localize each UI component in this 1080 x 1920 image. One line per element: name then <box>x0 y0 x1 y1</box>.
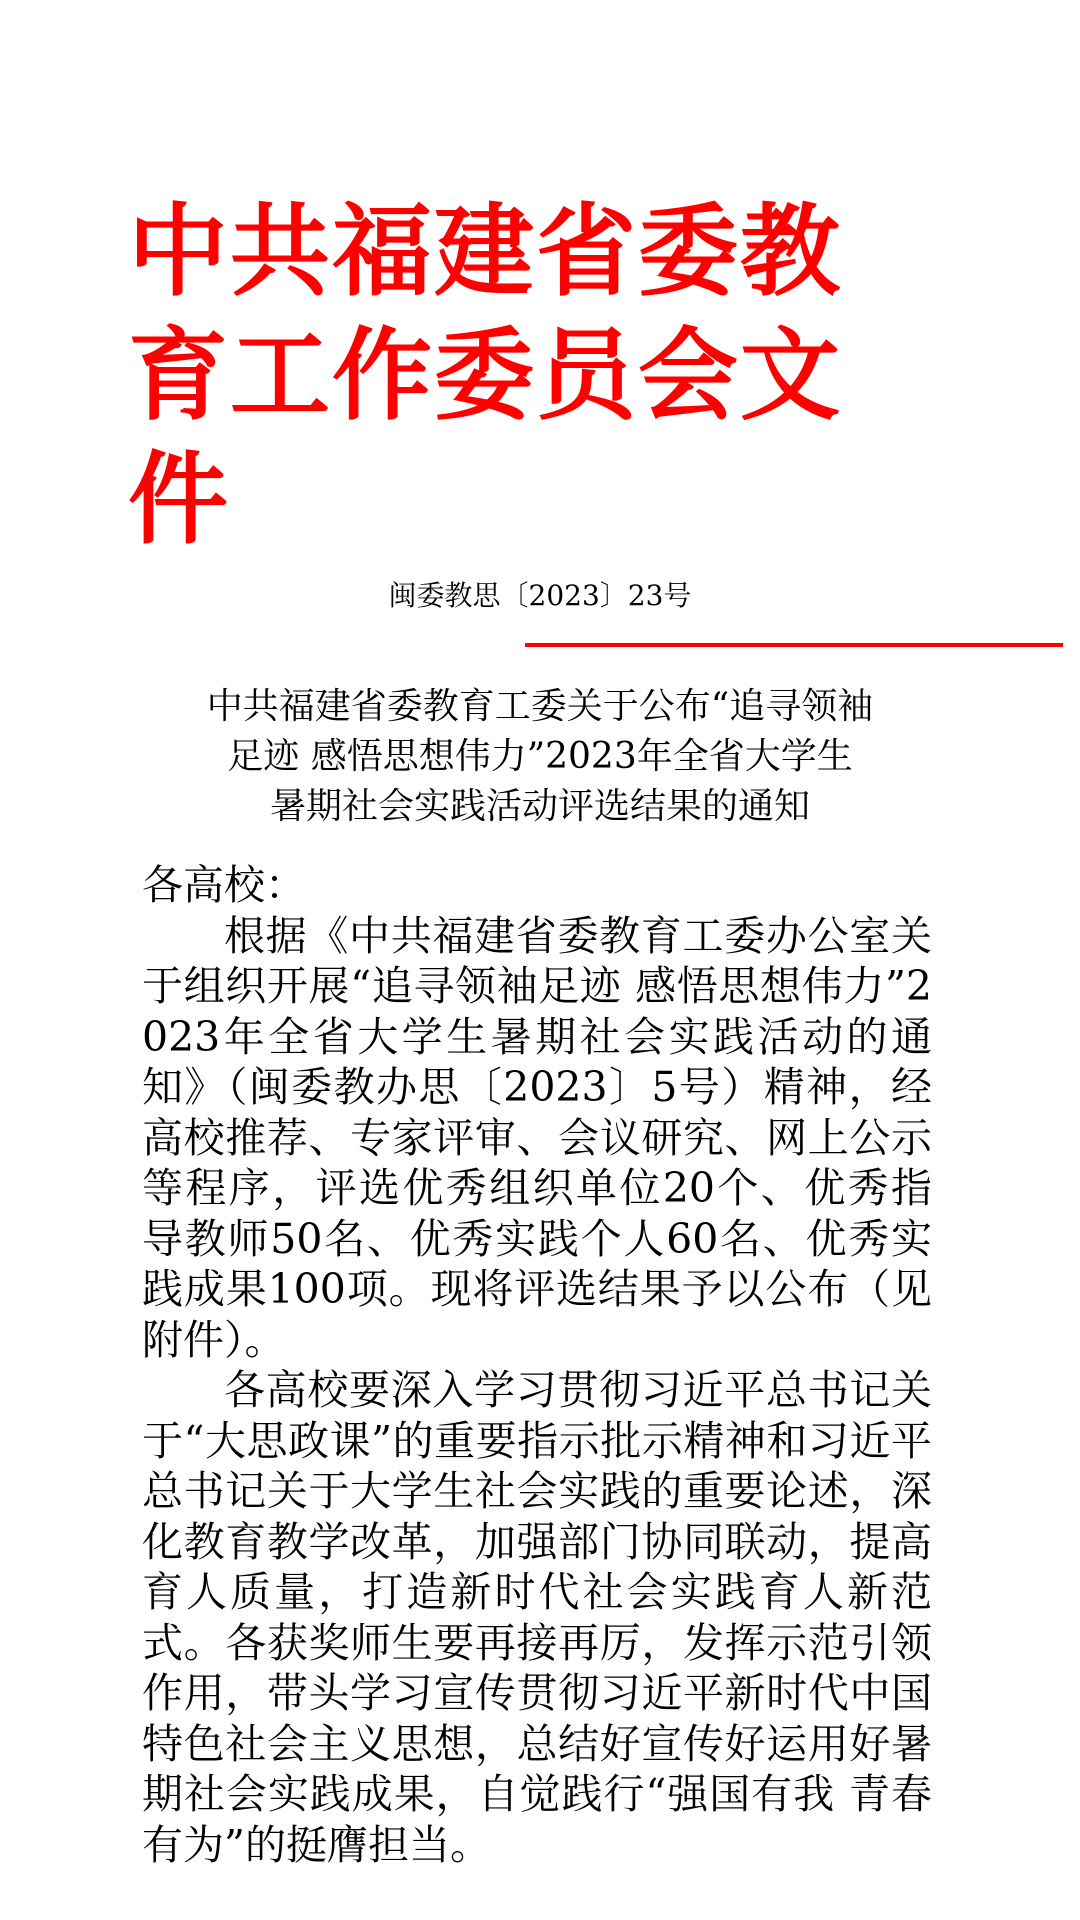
document-number: 闽委教思〔2023〕23号 <box>388 579 692 612</box>
body-paragraph: 根据《中共福建省委教育工委办公室关于组织开展“追寻领袖足迹 感悟思想伟力”2023年全省大学生暑期社会实践活动的通知》（闽委教办思〔2023〕5号）精神，经高校推荐、专家评审、会议研究、网上公示等程序，评选优秀组织单位20个、优秀指导教师50名、优秀实践个人60名、优秀实践成果100项。现将评选结果予以公布（见附件）。 <box>142 911 932 1364</box>
salutation: 各高校： <box>142 861 306 909</box>
notice-body <box>142 860 932 1870</box>
notice-title-line: 中共福建省委教育工委关于公布“追寻领袖 <box>206 686 874 727</box>
notice-title-line: 暑期社会实践活动评选结果的通知 <box>269 786 810 827</box>
notice-title-line: 足迹 感悟思想伟力”2023年全省大学生 <box>227 736 853 777</box>
body-paragraph: 各高校要深入学习贯彻习近平总书记关于“大思政课”的重要指示批示精神和习近平总书记关于大学生社会实践的重要论述，深化教育教学改革，加强部门协同联动，提高育人质量，打造新时代社会实践育人新范式。各获奖师生要再接再厉，发挥示范引领作用，带头学习宣传贯彻习近平新时代中国特色社会主义思想，总结好宣传好运用好暑期社会实践成果，自觉践行“强国有我 青春有为”的挺膺担当。 <box>142 1366 932 1869</box>
red-divider-line <box>525 643 1063 647</box>
notice-title <box>0 682 1080 832</box>
issuer-title: 中共福建省委教育工作委员会文件 <box>128 193 842 558</box>
